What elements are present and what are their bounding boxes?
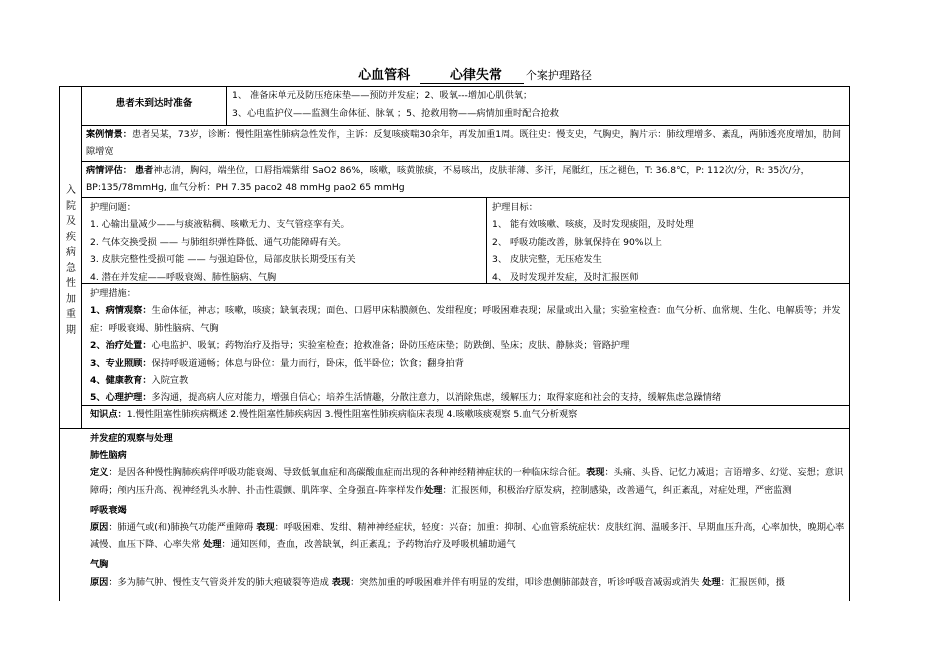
resp-sym-text: ：呼吸困难、发绀、精神神经症状，轻度：兴奋；加重：抑制、心血管系统症状：皮肤红润、温暖多汗、早期血压升高，心率加快，晚期心率减慢、血压下降、心率失常 — [90, 522, 845, 551]
goal-item: 2、 呼吸功能改善，脉氧保持在 90%以上 — [492, 236, 662, 248]
measure-5-text: 多沟通，提高病人应对能力，增强自信心；培养生活情趣，分散注意力，以消除焦虑，缓解压力；取得家庭和社会的支持，缓解焦虑急躁情绪 — [151, 392, 722, 404]
resp-cause-text: ：肺通气或(和)肺换气功能严重障碍 — [108, 522, 254, 534]
brain-proc-text: ：汇报医师，积极治疗原发病，控制感染，改善通气，纠正紊乱，对症处理，严密监测 — [442, 484, 792, 496]
problems-header: 护理问题： — [90, 202, 136, 213]
problem-item: 1. 心输出量减少——与痰液粘稠、咳嗽无力、支气管痉挛有关。 — [90, 219, 350, 231]
ptx-proc-label: 处理 — [702, 576, 721, 588]
assessment-row — [86, 162, 846, 196]
measure-5-label: 5、心理护理： — [90, 392, 152, 404]
ptx-sym-text: ：突然加重的呼吸困难并伴有明显的发绀，叩诊患侧肺部鼓音，听诊呼吸音减弱或消失 — [350, 576, 700, 588]
goals-header: 护理目标： — [492, 202, 538, 213]
case-row — [86, 126, 846, 160]
prep-line-1: 1、 准备床单元及防压疮床垫——预防并发症；2、吸氧---增加心肌供氧； — [232, 90, 533, 101]
ptx-cause-label: 原因 — [90, 576, 109, 588]
brain-def-label: 定义 — [90, 467, 109, 479]
knowledge-text: 1.慢性阻塞性肺疾病概述 2.慢性阻塞性肺疾病因 3.慢性阻塞性肺疾病临床表现 4.咳嗽咳痰观察 5.血气分析观察 — [126, 409, 578, 420]
measure-2-text: 心电监护、吸氧；药物治疗及指导；实验室检查；抢救准备；卧防压疮床垫；防跌倒、坠床；皮肤、静脉炎；管路护理 — [151, 340, 630, 352]
problem-item: 2. 气体交换受损 —— 与肺组织弹性降低、通气功能障碍有关。 — [90, 236, 347, 248]
brain-sym-text: ：头痛、头昏、记忆力减退；言语增多、幻觉、妄想；意识障碍；颅内压升高、视神经乳头水肿、扑击性震颤、肌阵挛、全身强直-阵挛样发作 — [90, 467, 844, 496]
complications-block — [90, 430, 850, 591]
measures-block — [90, 285, 850, 407]
measure-4-label: 4、健康教育： — [90, 375, 152, 387]
measure-3-text: 保持呼吸道通畅；体息与卧位：量力而行，卧床，低半卧位；饮食；翻身拍背 — [151, 357, 464, 369]
patient-word: 患者 — [134, 165, 154, 176]
measure-2-label: 2、治疗处置： — [90, 340, 152, 352]
prep-label: 患者未到达时准备 — [115, 98, 193, 109]
measure-4-text: 入院宣教 — [151, 375, 189, 387]
resp-proc-text: ：通知医师，查血，改善缺氧，纠正紊乱；予药物治疗及呼吸机辅助通气 — [221, 539, 516, 551]
disease-title: 心律失常 — [420, 68, 524, 84]
resp-cause-label: 原因 — [90, 522, 109, 534]
complications-header: 并发症的观察与处理 — [90, 433, 173, 444]
department-title: 心血管科 — [358, 68, 411, 83]
knowledge-row — [90, 407, 850, 423]
brain-def-text: ：是因各种慢性胸肺疾病伴呼吸功能衰竭、导致低氧血症和高碳酸血症而出现的各种神经精神症状的一种临床综合征。 — [108, 467, 587, 479]
brain-sym-label: 表现 — [586, 467, 605, 479]
ptx-sym-label: 表现 — [331, 576, 351, 588]
page-title — [0, 64, 950, 83]
goal-item: 3、 皮肤完整，无压疮发生 — [492, 254, 602, 266]
resp-sym-label: 表现 — [256, 522, 275, 534]
prep-line-2: 3、心电监护仪——监测生命体征、脉氧 ；5、抢救用物——病情加重时配合抢救 — [232, 108, 559, 119]
problem-item: 4. 潜在并发症——呼吸衰竭、肺性脑病、气胸 — [90, 271, 277, 283]
assessment-label: 病情评估： — [86, 165, 132, 176]
ptx-title: 气胸 — [90, 559, 109, 571]
ptx-cause-text: ：多为肺气肿、慢性支气管炎并发的肺大疱破裂等造成 — [108, 576, 329, 588]
brain-title: 肺性脑病 — [90, 450, 127, 462]
measures-header: 护理措施： — [90, 288, 136, 299]
pathway-table — [59, 86, 850, 601]
resp-proc-label: 处理 — [203, 539, 222, 551]
brain-proc-label: 处理 — [424, 484, 443, 496]
goal-item: 4、 及时发现并发症，及时汇报医师 — [492, 271, 639, 283]
goals-block — [492, 199, 847, 286]
title-suffix: 个案护理路径 — [525, 69, 592, 82]
ptx-proc-text: ：汇报医师，摄 — [720, 576, 785, 588]
knowledge-label: 知识点： — [90, 409, 127, 420]
assessment-text: 神志清，胸闷，端坐位，口唇指端紫绀 SaO2 86%，咳嗽，咳黄脓痰，不易咳出，皮肤菲薄、多汗，尾骶红，压之褪色，T: 36.8℃，P: 112次/分，R: 35次/分，BP:135/78mmHg, 血气分析：PH 7.35 paco2 48 mmHg pao2 65 mmHg — [86, 165, 810, 193]
case-label: 案例情景： — [86, 129, 132, 140]
measure-1-label: 1、病情观察： — [90, 305, 152, 317]
case-text: 患者吴某，73岁，诊断：慢性阻塞性肺病急性发作，主诉：反复咳痰喘30余年，再发加重1周。既往史：慢支史，气胸史，胸片示：肺纹理增多、紊乱，两肺透亮度增加，肋间隙增宽 — [86, 129, 842, 157]
phase-column — [60, 87, 82, 429]
problems-block — [90, 199, 480, 286]
phase-label: 入 院 及 疾 病 急 性 加 重 期 — [66, 185, 76, 336]
goal-item: 1、 能有效咳嗽、咳痰，及时发现痰阻，及时处理 — [492, 219, 694, 231]
measure-1-text: 生命体征，神志；咳嗽，咳痰；缺氧表现；面色、口唇甲床粘膜颜色、发绀程度；呼吸困难表现；尿量或出入量；实验室检查：血气分析、血常规、生化、电解质等；并发症：呼吸衰竭、肺性脑病、气胸 — [90, 305, 841, 334]
problem-item: 3. 皮肤完整性受损可能 —— 与强迫卧位，局部皮肤长期受压有关 — [90, 254, 356, 266]
resp-title: 呼吸衰竭 — [90, 504, 127, 516]
measure-3-label: 3、专业照顾： — [90, 357, 152, 369]
